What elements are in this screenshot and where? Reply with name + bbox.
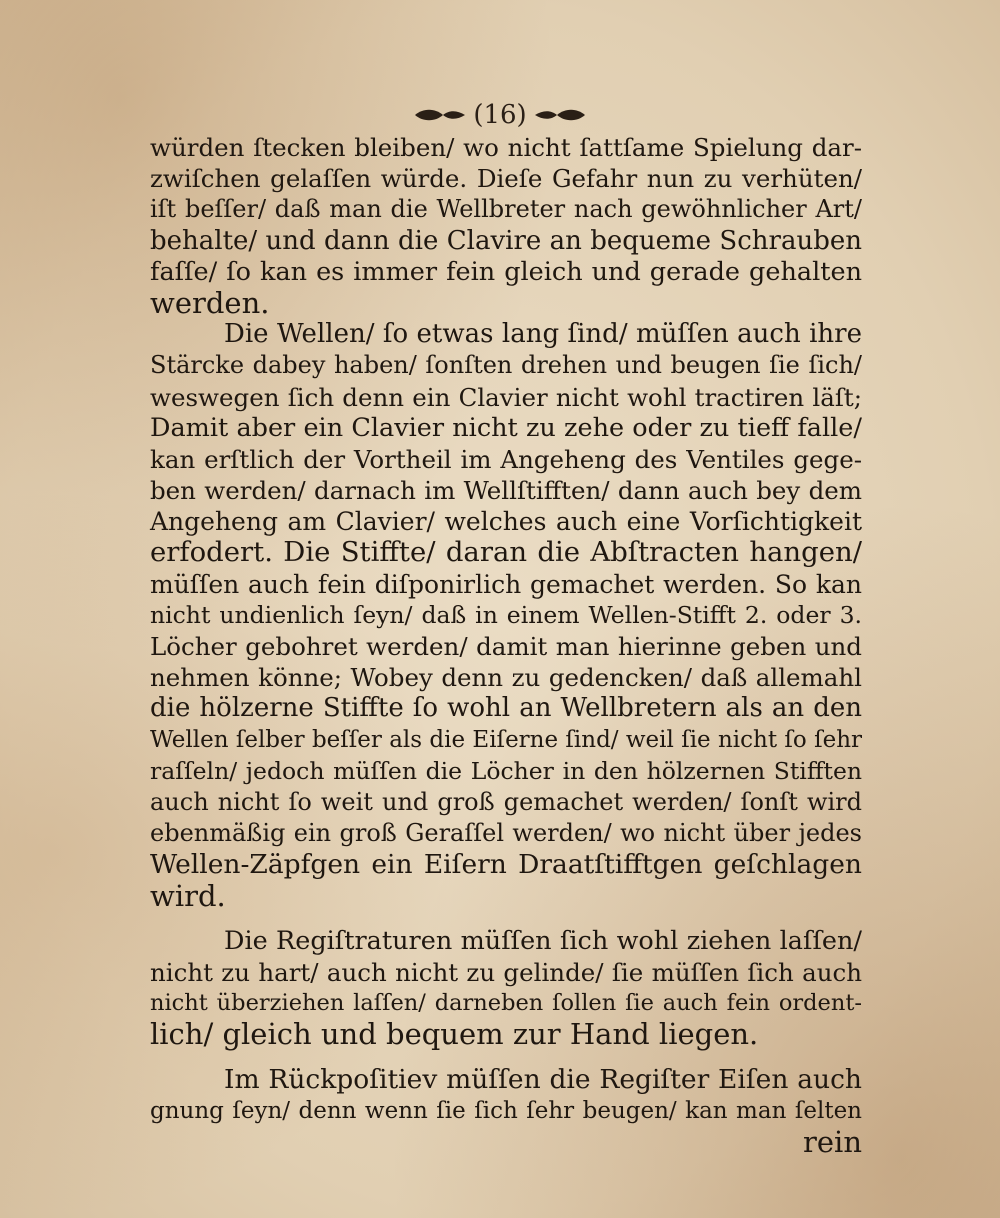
text-line: lich/ gleich und bequem zur Hand liegen.	[150, 1017, 759, 1052]
text-line: zwiſchen gelaſſen würde. Dieſe Gefahr nun zu verhüten/	[150, 164, 862, 194]
left-ornament-icon	[413, 106, 467, 124]
text-line: kan erſtlich der Vortheil im Angeheng des Ventiles gege-	[150, 444, 862, 474]
text-line: raſſeln/ jedoch müſſen die Löcher in den hölzernen Stifften	[150, 756, 862, 785]
text-line: iſt beſſer/ daß man die Wellbreter nach gewöhnlicher Art/	[150, 195, 862, 224]
text-line: Stärcke dabey haben/ ſonſten drehen und beugen ſie ſich/	[150, 351, 862, 380]
text-line: Wellen ſelber beſſer als die Eiſerne ſind/ weil ſie nicht ſo ſehr	[150, 726, 863, 753]
text-line: weswegen ſich denn ein Clavier nicht wohl tractiren läſt;	[150, 382, 862, 412]
paragraph-gap	[150, 1050, 862, 1064]
paragraph-4	[150, 1064, 862, 1126]
text-line: Angeheng am Clavier/ welches auch eine Vorſichtigkeit	[150, 507, 862, 537]
paragraph-3	[150, 926, 862, 1051]
paragraph-2	[150, 319, 862, 912]
text-line: behalte/ und dann die Clavire an bequeme Schrauben	[150, 225, 862, 256]
text-line: Löcher gebohret werden/ damit man hierinne geben und	[150, 632, 862, 661]
text-line: Damit aber ein Clavier nicht zu zehe oder zu tieff falle/	[150, 412, 862, 443]
text-line: die hölzerne Stiffte ſo wohl an Wellbretern als an den	[150, 693, 862, 724]
page-header	[0, 100, 1000, 130]
paragraph-gap	[150, 912, 862, 926]
text-line: auch nicht ſo weit und groß gemachet werden/ ſonſt wird	[150, 787, 862, 816]
body-text	[150, 132, 862, 1158]
text-line: nehmen könne; Wobey denn zu gedencken/ daß allemahl	[150, 663, 862, 693]
paragraph-1	[150, 132, 862, 319]
text-line: ben werden/ darnach im Wellſtifften/ dann auch bey dem	[150, 476, 862, 506]
text-line: würden ſtecken bleiben/ wo nicht ſattſame Spielung dar-	[150, 133, 862, 162]
text-line: müſſen auch fein diſponirlich gemachet werden. So kan	[150, 569, 862, 599]
text-line: faſſe/ ſo kan es immer fein gleich und gerade gehalten	[150, 256, 862, 287]
text-line: ebenmäßig ein groß Geraſſel werden/ wo nicht über jedes	[150, 819, 862, 848]
catchword: rein	[803, 1124, 862, 1159]
text-line: Wellen-Zäpfgen ein Eiſern Draatſtifftgen geſchlagen	[150, 849, 862, 881]
text-line: gnung ſeyn/ denn wenn ſie ſich ſehr beugen/ kan man ſelten	[150, 1097, 862, 1124]
text-line: wird.	[150, 878, 226, 913]
text-line: nicht überziehen laſſen/ darneben ſollen ſie auch fein ordent-	[150, 990, 862, 1017]
text-line: nicht undienlich ſeyn/ daß in einem Wellen-Stifft 2. oder 3.	[150, 600, 862, 629]
text-line: erfodert. Die Stiffte/ daran die Abſtracten hangen/	[150, 536, 862, 569]
page-number: (16)	[473, 100, 527, 130]
text-line: nicht zu hart/ auch nicht zu gelinde/ ſie müſſen ſich auch	[150, 957, 862, 987]
text-line: Die Wellen/ ſo etwas lang ſind/ müſſen auch ihre	[224, 319, 862, 350]
text-line: Im Rückpoſitiev müſſen die Regiſter Eiſen auch	[224, 1064, 862, 1096]
text-line: werden.	[150, 285, 270, 320]
right-ornament-icon	[533, 106, 587, 124]
text-line: Die Regiſtraturen müſſen ſich wohl ziehen laſſen/	[224, 925, 862, 956]
